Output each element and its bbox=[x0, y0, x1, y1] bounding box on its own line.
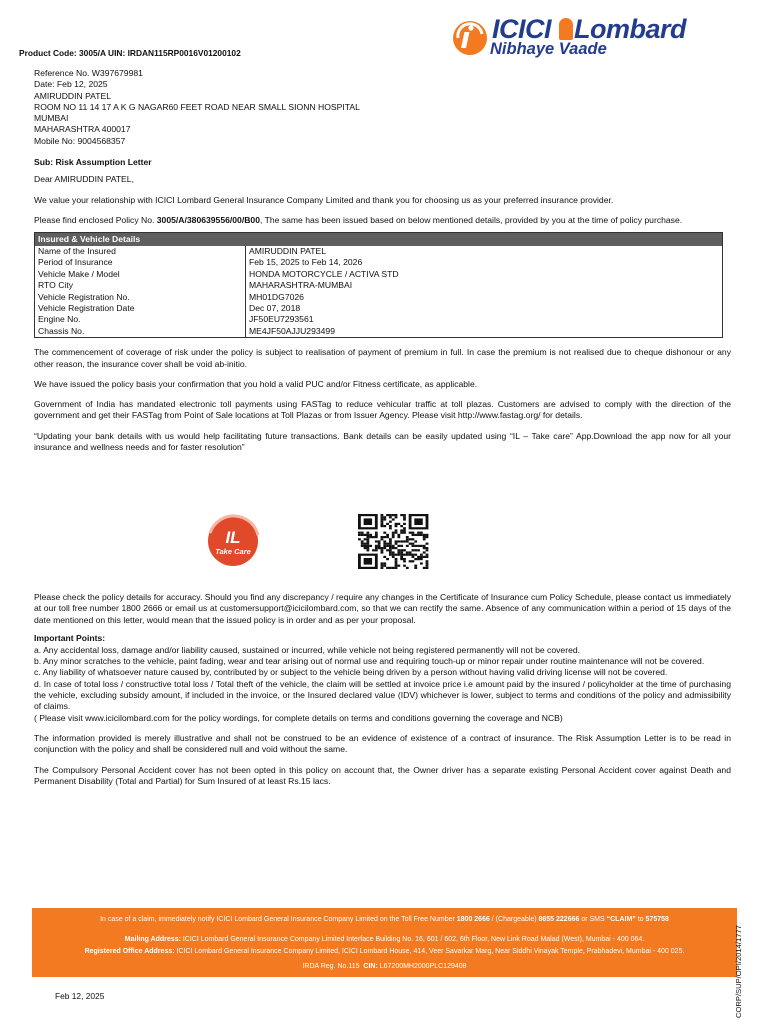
address-line: MUMBAI bbox=[34, 113, 69, 124]
qr-code-icon bbox=[356, 513, 431, 571]
logo-brand-icici: ICICI bbox=[492, 14, 552, 44]
chargeable-number: 8655 222666 bbox=[538, 916, 580, 923]
logo-tagline: Nibhaye Vaade bbox=[490, 40, 607, 58]
cpa-paragraph: The Compulsory Personal Accident cover has not been opted in this policy on account that, the Owner driver has a separate existing Personal Accident cover against Death and Permanent Disability (Total and Partial) for Sum Insured of at least Rs.15 lacs. bbox=[34, 764, 731, 786]
table-row: Period of Insurance Feb 15, 2025 to Feb 14, 2026 bbox=[35, 257, 723, 268]
important-point: a. Any accidental loss, damage and/or liability caused, sustained or incurred, while vehicle not being registered permanently will not be covered. bbox=[34, 644, 581, 655]
address-line: AMIRUDDIN PATEL bbox=[34, 90, 112, 101]
fastag-paragraph: Government of India has mandated electronic toll payments using FASTag to reduce vehicular traffic at toll plazas. Customers are advised to comply with the direction of the government and get their FASTag from Point of Sale locations at Toll Plazas or from Issuer Agency. Please visit http://www.fastag.org/ for details. bbox=[34, 399, 731, 421]
letter-body-lower bbox=[34, 592, 731, 787]
illustrative-paragraph: The information provided is merely illustrative and shall not be construed to be an evidence of existence of a contract of insurance. The Risk Assumption Letter is to be read in conjunction with the policy and shall be considered null and void without the same. bbox=[34, 732, 731, 755]
reference-number: Reference No. W397679981 bbox=[34, 68, 143, 78]
registered-address: Registered Office Address: ICICI Lombard General Insurance Company Limited, ICICI Lombard House, 414, Veer Savarkar Marg, Near Siddhi Vinayak Temple, Prabhadevi, Mumbai - 400 025. bbox=[84, 948, 685, 955]
claim-notice: In case of a claim, immediately notify ICICI Lombard General Insurance Company Limited on the Toll Free Number 1800 2666 / (Chargeable) 8655 222666 or SMS “CLAIM” to 575758 bbox=[100, 916, 669, 923]
footer-date: Feb 12, 2025 bbox=[55, 991, 105, 1001]
letter-date: Date: Feb 12, 2025 bbox=[34, 79, 108, 90]
table-row: Chassis No. ME4JF50AJJU293499 bbox=[35, 326, 723, 338]
side-document-code: CORP/SUP/OPI/2014/1777 bbox=[734, 925, 743, 1018]
check-details-paragraph: Please check the policy details for accuracy. Should you find any discrepancy / require any changes in the Certificate of Insurance cum Policy Schedule, please contact us immediately at our toll free number 1800 2666 or email us at customersupport@icicilombard.com, so that we can rectify the same. Absence of any communication within a period of 15 days of the date mentioned on this letter, would mean that the issued policy is in order and as per your proposal. bbox=[34, 592, 731, 625]
logo-brand-lombard: Lombard bbox=[574, 14, 687, 44]
table-row: Engine No. JF50EU7293561 bbox=[35, 314, 723, 325]
intro-paragraph: We value your relationship with ICICI Lombard General Insurance Company Limited and thank you for choosing us as your preferred insurance provider. bbox=[34, 195, 614, 206]
table-row: Vehicle Registration No. MH01DG7026 bbox=[35, 292, 723, 303]
logo-lion-icon bbox=[559, 18, 573, 40]
commencement-paragraph: The commencement of coverage of risk under the policy is subject to realisation of payment of premium in full. In case the premium is not realised due to cheque dishonour or any other reason, the insurance cover shall be void ab-initio. bbox=[34, 347, 731, 369]
badge-take-care-text: Take Care bbox=[215, 547, 251, 556]
mailing-address: Mailing Address: ICICI Lombard General Insurance Company Limited Interface Building No. 16, 601 / 602, 6th Floor, New Link Road Malad (West), Mumbai - 400 064. bbox=[124, 936, 645, 943]
details-table bbox=[34, 232, 723, 338]
letter-body bbox=[34, 68, 731, 453]
product-code: Product Code: 3005/A UIN: IRDAN115RP0016V01200102 bbox=[19, 48, 241, 58]
il-take-care-app-icon bbox=[200, 513, 266, 570]
sms-number: 575758 bbox=[645, 916, 669, 923]
important-points-title: Important Points: bbox=[34, 632, 106, 643]
table-row: Vehicle Registration Date Dec 07, 2018 bbox=[35, 303, 723, 314]
badge-il-text: IL bbox=[225, 528, 241, 547]
policy-number: 3005/A/380639556/00/B00 bbox=[156, 214, 260, 225]
address-block bbox=[34, 68, 731, 147]
footer-band bbox=[32, 908, 737, 977]
details-table-heading: Insured & Vehicle Details bbox=[35, 232, 723, 246]
irda-cin: IRDA Reg. No.115 CIN: L67200MH2000PLC129408 bbox=[302, 963, 467, 970]
table-row: Vehicle Make / Model HONDA MOTORCYCLE / ACTIVA STD bbox=[35, 269, 723, 280]
important-point: c. Any liability of whatsoever nature caused by, contributed by or subject to the vehicle being driven by a person without having valid driving license will not be covered. bbox=[34, 667, 668, 678]
policy-paragraph: Please find enclosed Policy No. 3005/A/380639556/00/B00, The same has been issued based on below mentioned details, provided by you at the time of policy purchase. bbox=[34, 214, 683, 225]
company-logo bbox=[452, 14, 728, 62]
mobile-number: Mobile No: 9004568357 bbox=[34, 135, 126, 146]
important-point: b. Any minor scratches to the vehicle, paint fading, wear and tear arising out of normal use and requiring touch-up or minor repair under routine maintenance will not be covered. bbox=[34, 656, 705, 667]
logo-mark-icon bbox=[452, 20, 488, 56]
puc-paragraph: We have issued the policy basis your confirmation that you hold a valid PUC and/or Fitness certificate, as applicable. bbox=[34, 378, 478, 389]
table-row: Name of the Insured AMIRUDDIN PATEL bbox=[35, 246, 723, 257]
subject-line: Sub: Risk Assumption Letter bbox=[34, 157, 152, 168]
address-line: ROOM NO 11 14 17 A K G NAGAR60 FEET ROAD NEAR SMALL SIONN HOSPITAL bbox=[34, 101, 360, 112]
important-point-note: ( Please visit www.icicilombard.com for the policy wordings, for complete details on terms and conditions governing the coverage and NCB) bbox=[34, 712, 563, 723]
bank-details-paragraph: “Updating your bank details with us would help facilitating future transactions. Bank details can be easily updated using “IL – Take care” App.Download the app now for all your insurance and wellness needs and for faster resolution” bbox=[34, 430, 731, 452]
salutation: Dear AMIRUDDIN PATEL, bbox=[34, 174, 134, 185]
toll-free-number: 1800 2666 bbox=[456, 916, 490, 923]
table-row: RTO City MAHARASHTRA-MUMBAI bbox=[35, 280, 723, 291]
address-line: MAHARASHTRA 400017 bbox=[34, 124, 131, 135]
important-point: d. In case of total loss / constructive total loss / Total theft of the vehicle, the claim will be settled at invoice price i.e amount paid by the insured / policyholder at the time of purchasing the vehicle, excluding subsidy amount, if included in the invoice, or the Insured declared value (IDV) whichever is lower, subject to terms and conditions of the policy and admissibility of claims. bbox=[34, 678, 731, 712]
